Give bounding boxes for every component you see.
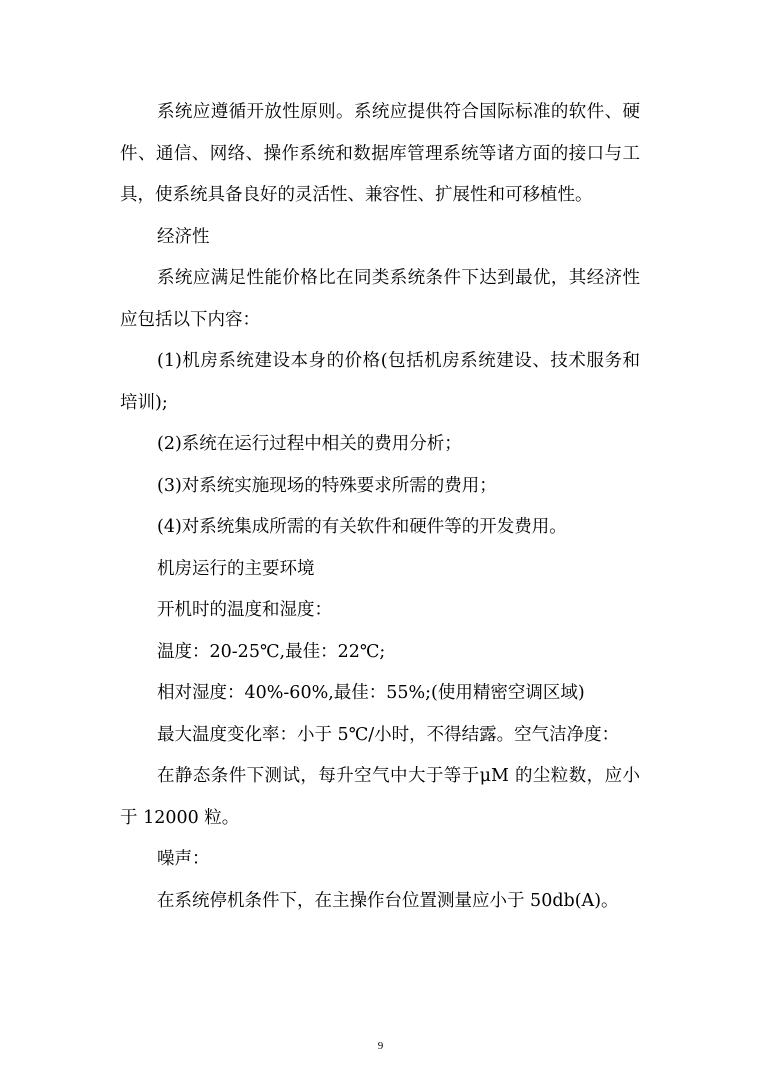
list-item-4: (4)对系统集成所需的有关软件和硬件等的开发费用。 (157, 517, 567, 537)
heading-noise: 噪声： (157, 849, 210, 869)
heading-economy: 经济性 (157, 226, 210, 247)
paragraph-temperature-change: 最大温度变化率：小于 5℃/小时，不得结露。空气洁净度： (157, 724, 620, 745)
paragraph-temperature: 温度：20-25℃,最佳：22℃; (157, 641, 386, 662)
paragraph-dust: 在静态条件下测试，每升空气中大于等于μM 的尘粒数，应小于 12000 粒。 (120, 766, 640, 828)
page-number: 9 (377, 1040, 384, 1052)
heading-environment: 机房运行的主要环境 (157, 558, 315, 579)
paragraph-humidity: 相对湿度：40%-60%,最佳：55%;(使用精密空调区域) (157, 683, 585, 703)
list-item-2: (2)系统在运行过程中相关的费用分析； (157, 434, 462, 454)
paragraph-startup-conditions: 开机时的温度和湿度： (157, 600, 332, 620)
list-item-3: (3)对系统实施现场的特殊要求所需的费用； (157, 475, 497, 496)
paragraph-economy-intro: 系统应满足性能价格比在同类系统条件下达到最优，其经济性应包括以下内容： (120, 268, 640, 330)
list-item-1: (1)机房系统建设本身的价格(包括机房系统建设、技术服务和培训); (120, 351, 640, 413)
paragraph-noise: 在系统停机条件下，在主操作台位置测量应小于 50db(A)。 (157, 890, 619, 911)
document-body (120, 92, 640, 922)
paragraph-openness: 系统应遵循开放性原则。系统应提供符合国际标准的软件、硬件、通信、网络、操作系统和数据库管理系统等诸方面的接口与工具，使系统具备良好的灵活性、兼容性、扩展性和可移植性。 (120, 102, 640, 205)
